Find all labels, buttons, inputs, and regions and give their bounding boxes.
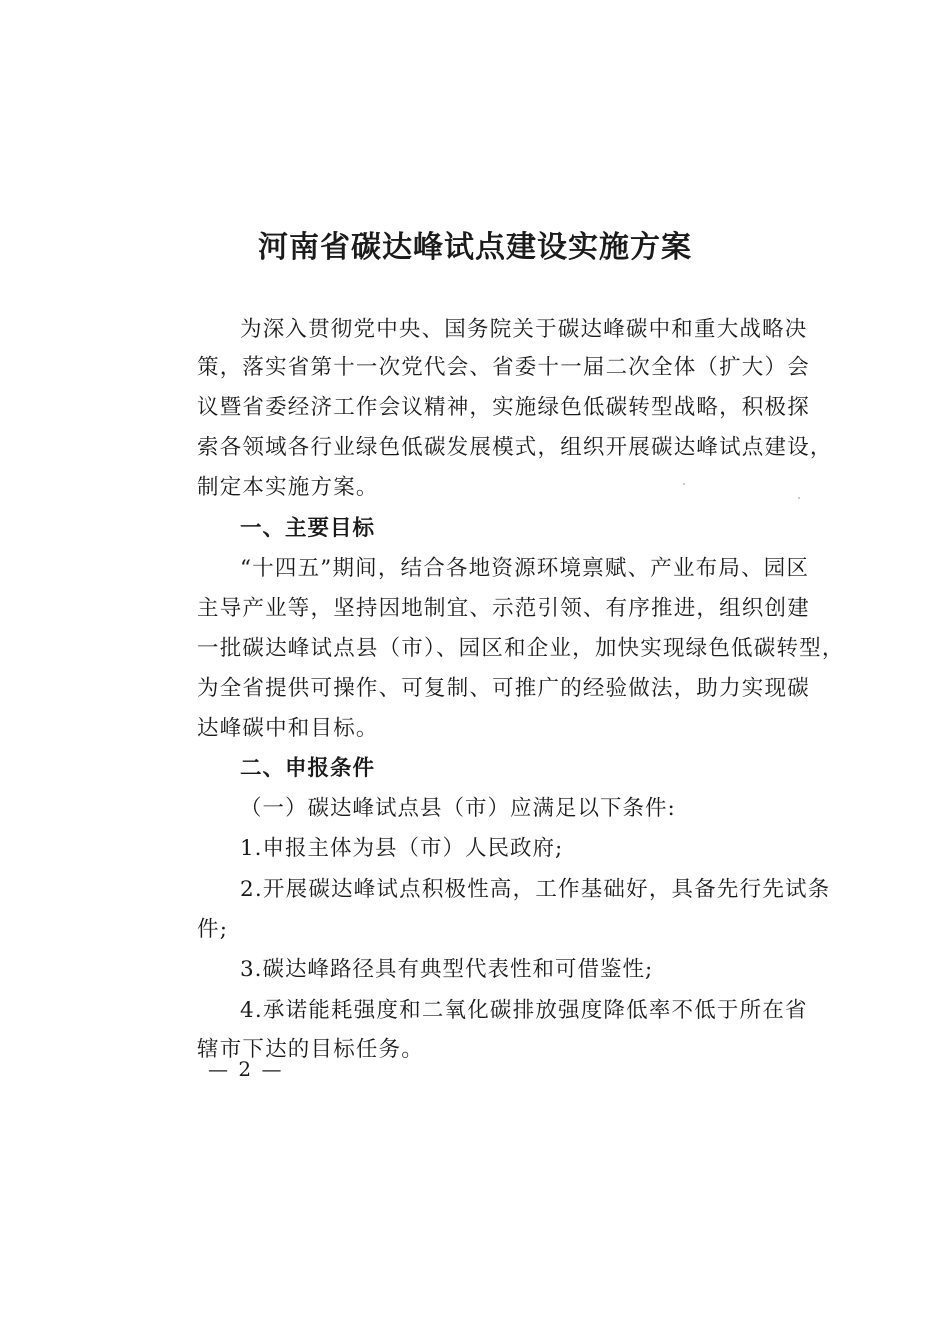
section-heading-conditions: 二、申报条件 — [240, 756, 376, 781]
condition-item-3: 3.碳达峰路径具有典型代表性和可借鉴性; — [240, 957, 654, 982]
goals-line-1: “十四五”期间，结合各地资源环境禀赋、产业布局、园区 — [240, 556, 810, 581]
goals-line-4: 为全省提供可操作、可复制、可推广的经验做法，助力实现碳 — [197, 676, 810, 701]
section-heading-goals: 一、主要目标 — [240, 516, 376, 541]
page-number: — 2 — — [208, 1057, 284, 1081]
condition-item-4-line-1: 4.承诺能耗强度和二氧化碳排放强度降低率不低于所在省 — [240, 998, 808, 1023]
intro-line-4: 索各领域各行业绿色低碳发展模式，组织开展碳达峰试点建设， — [197, 435, 833, 460]
intro-line-1: 为深入贯彻党中央、国务院关于碳达峰碳中和重大战略决 — [240, 317, 808, 342]
goals-line-2: 主导产业等，坚持因地制宜、示范引领、有序推进，组织创建 — [197, 596, 810, 621]
condition-item-4-line-2: 辖市下达的目标任务。 — [197, 1037, 425, 1062]
scan-speck — [798, 497, 800, 499]
goals-line-5: 达峰碳中和目标。 — [197, 716, 379, 741]
goals-line-3: 一批碳达峰试点县（市）、园区和企业，加快实现绿色低碳转型， — [197, 636, 845, 661]
condition-item-2-line-1: 2.开展碳达峰试点积极性高，工作基础好，具备先行先试条 — [240, 877, 831, 902]
condition-item-1: 1.申报主体为县（市）人民政府; — [240, 836, 564, 861]
conditions-subheading: （一）碳达峰试点县（市）应满足以下条件: — [240, 796, 676, 821]
scan-speck — [683, 483, 685, 485]
document-title: 河南省碳达峰试点建设实施方案 — [258, 230, 692, 265]
intro-line-2: 策，落实省第十一次党代会、省委十一届二次全体（扩大）会 — [197, 355, 810, 380]
intro-line-5: 制定本实施方案。 — [197, 475, 379, 500]
condition-item-2-line-2: 件; — [197, 917, 229, 942]
intro-line-3: 议暨省委经济工作会议精神，实施绿色低碳转型战略，积极探 — [197, 395, 810, 420]
